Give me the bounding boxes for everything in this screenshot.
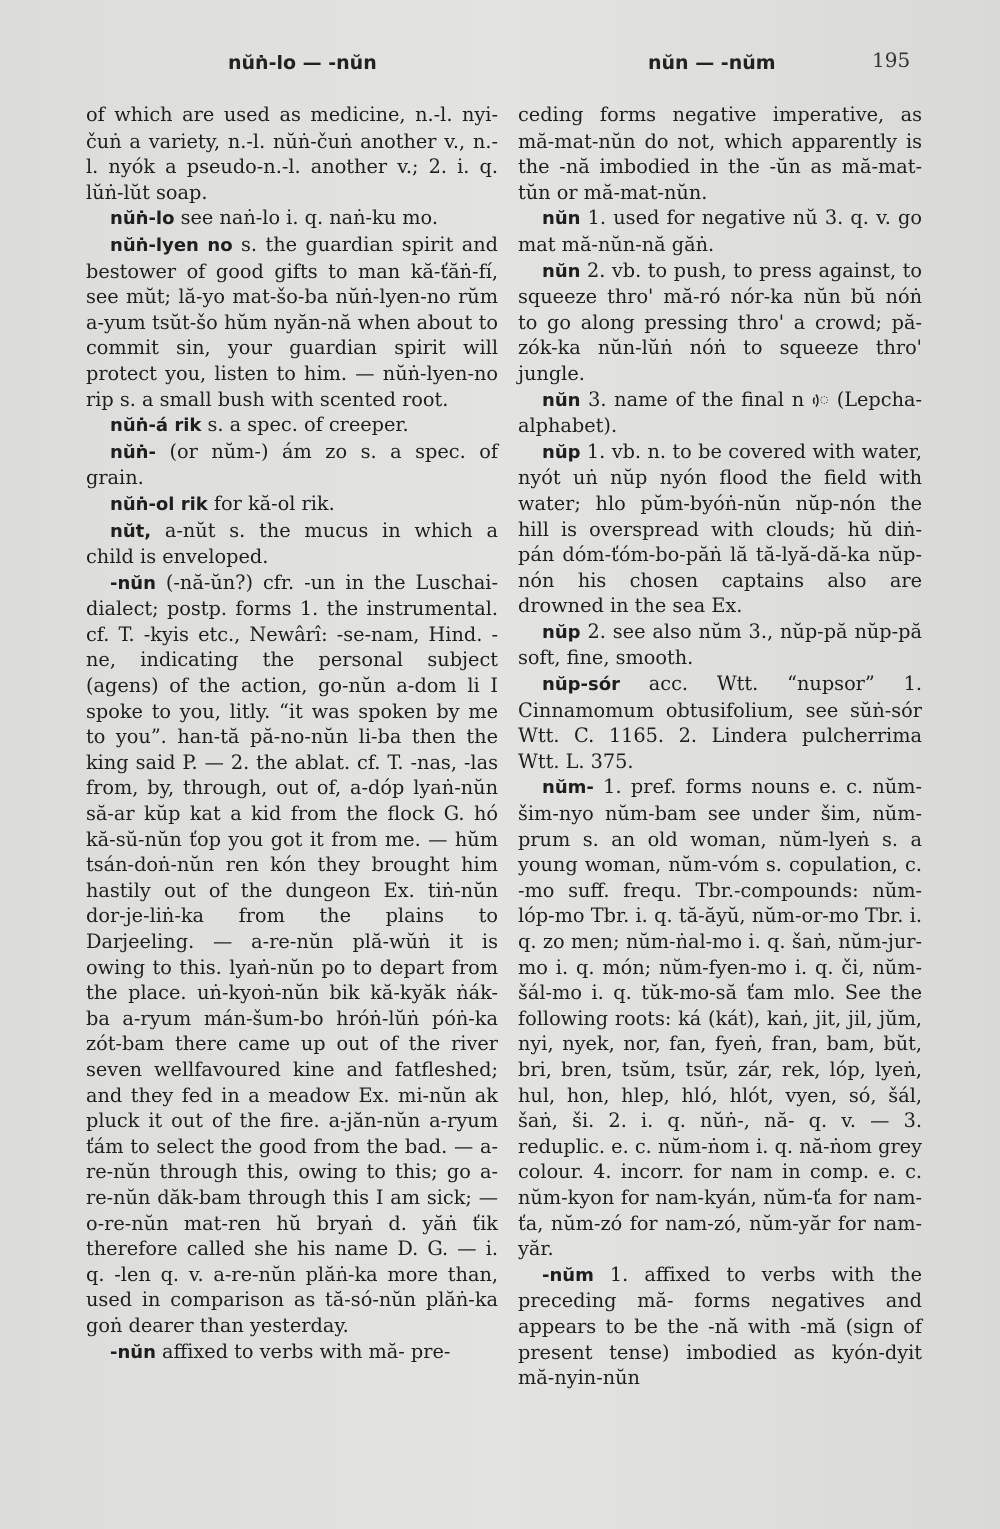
entry-text: ceding forms negative imperative, as mă-mat-nŭn do not, which apparently is the -nă imbodied in the -ŭn as mă-mat-tŭn or mă-mat-nŭn. — [518, 103, 922, 204]
page-number: 195 — [872, 48, 911, 72]
entry-headword: nŭp — [542, 621, 581, 643]
entry-text: 3. name of the final n ᰴ (Lepcha-alphabet). — [518, 387, 922, 438]
left-column — [86, 102, 498, 1365]
entry — [518, 102, 922, 205]
entry-headword: nŭṅ-lo — [110, 208, 175, 230]
entry — [86, 491, 498, 518]
entry — [518, 774, 922, 1261]
entry-text: 1. used for negative nŭ 3. q. v. go mat mă-nŭn-nă găṅ. — [518, 206, 922, 256]
running-head-right: nŭn — -nŭm — [648, 52, 776, 74]
entry — [518, 258, 922, 387]
entry-headword: nŭn — [542, 260, 581, 282]
entry-headword: -nŭn — [110, 1341, 156, 1363]
entry-headword: -nŭn — [110, 572, 156, 594]
entry-text: for kă-ol rik. — [207, 491, 335, 515]
entry-text: see naṅ-lo i. q. naṅ-ku mo. — [174, 206, 438, 230]
entry-headword: nŭṅ-á rik — [110, 415, 202, 437]
entry-text: of which are used as medicine, n.-l. nyi-čuṅ a variety, n.-l. nŭṅ-čuṅ another v., n.-l. nyók a pseudo-n.-l. another v.; 2. i. q. lŭṅ-lŭt soap. — [86, 103, 498, 204]
entry-headword: nŭp-sór — [542, 674, 620, 696]
entry — [86, 439, 498, 491]
entry-text: 2. see also nŭm 3., nŭp-pă nŭp-pă soft, fine, smooth. — [518, 619, 922, 670]
entry-headword: nŭt, — [110, 520, 152, 542]
entry — [86, 232, 498, 412]
entry — [86, 205, 498, 232]
entry-text: (-nă-ŭn?) cfr. -un in the Luschai-dialect; postp. forms 1. the instrumental. cf. T. -kyis etc., Newârî: -se-nam, Hind. -ne, indicating the personal subject (agens) of the action, go-nŭn a-dom li I spoke to you, litly. “it was spoken by me to you”. han-tă pă-no-nŭn li-ba then the king said P. — 2. the ablat. cf. T. -nas, -las from, by, through, out of, a-dóp lyaṅ-nŭn să-ar kŭp kat a kid from the flock G. hó kă-sŭ-nŭn ťop you got it from me. — hŭm tsán-doṅ-nŭn ren kón they brought him hastily out of the dungeon Ex. tiṅ-nŭn dor-je-liṅ-ka from the plains to Darjeeling. — a-re-nŭn plă-wŭṅ it is owing to this. lyaṅ-nŭn po to depart from the place. uṅ-kyoṅ-nŭn bik kă-kyăk ṅák-ba a-ryum mán-šum-bo hróṅ-lŭṅ póṅ-ka zót-bam there came up out of the river seven wellfavoured kine and fatfleshed; and they fed in a meadow Ex. mi-nŭn ak pluck it out of the fire. a-jăn-nŭn a-ryum ťám to select the good from the bad. — a-re-nŭn through this, owing to this; go a-re-nŭn dăk-bam through this I am sick; — o-re-nŭn mat-ren hŭ bryaṅ d. yăṅ ťik therefore called she his name D. G. — i. q. -len q. v. a-re-nŭn plăṅ-ka more than, used in comparison as tă-só-nŭn plăṅ-ka goṅ dearer than yesterday. — [86, 570, 498, 1337]
entry — [518, 671, 922, 774]
entry-headword: nŭṅ-ol rik — [110, 493, 208, 515]
entry-headword: nŭṅ- — [110, 441, 156, 463]
entry-headword: -nŭm — [542, 1264, 594, 1286]
entry-text: 1. affixed to verbs with the preceding mă- forms negatives and appears to be the -nă with -mă (sign of present tense) imbodied as kyón-dyit mă-nyin-nŭn — [518, 1262, 922, 1390]
entry — [518, 619, 922, 671]
entry — [518, 205, 922, 257]
entry — [86, 412, 498, 439]
entry — [86, 1339, 498, 1366]
entry — [86, 518, 498, 570]
entry-headword: nŭm- — [542, 777, 594, 799]
entry — [86, 570, 498, 1339]
entry-headword: nŭṅ-lyen no — [110, 234, 233, 256]
right-column — [518, 102, 922, 1391]
entry-text: s. a spec. of creeper. — [201, 413, 409, 437]
entry-text: acc. Wtt. “nupsor” 1. Cinnamomum obtusifolium, see sŭṅ-sór Wtt. C. 1165. 2. Lindera pulcherrima Wtt. L. 375. — [518, 672, 922, 773]
entry-text: s. the guardian spirit and bestower of good gifts to man kă-ťăṅ-fí, see mŭt; lă-yo mat-šo-ba nŭṅ-lyen-no rŭm a-yum tsŭt-šo hŭm nyăn-nă when about to commit sin, your guardian spirit will protect you, listen to him. — nŭṅ-lyen-no rip s. a small bush with scented root. — [86, 232, 498, 411]
entry — [518, 387, 922, 439]
entry-headword: nŭn — [542, 208, 581, 230]
entry — [518, 1262, 922, 1391]
entry-text: 2. vb. to push, to press against, to squeeze thro' mă-ró nór-ka nŭn bŭ nóṅ to go along pressing thro' a crowd; pă-zók-ka nŭn-lŭṅ nóṅ to squeeze thro' jungle. — [518, 258, 922, 385]
entry-text: (or nŭm-) ám zo s. a spec. of grain. — [86, 439, 498, 490]
entry-text: 1. vb. n. to be covered with water, nyót uṅ nŭp nyón flood the field with water; hlo pŭm-byóṅ-nŭn nŭp-nón the hill is overspread with clouds; hŭ diṅ-pán dóm-ťóm-bo-păṅ lă tă-lyă-dă-ka nŭp-nón his chosen captains also are drowned in the sea Ex. — [518, 439, 922, 618]
entry — [518, 439, 922, 619]
entry-headword: nŭn — [542, 389, 581, 411]
entry-text: affixed to verbs with mă- pre- — [155, 1339, 451, 1363]
entry — [86, 102, 498, 205]
running-head-left: nŭṅ-lo — -nŭn — [228, 52, 377, 74]
entry-text: 1. pref. forms nouns e. c. nŭm-šim-nyo nŭm-bam see under šim, nŭm-prum s. an old woman, nŭm-lyeṅ s. a young woman, nŭm-vóm s. copulation, c. -mo suff. frequ. Tbr.-compounds: nŭm-lóp-mo Tbr. i. q. tă-ăyŭ, nŭm-or-mo Tbr. i. q. zo men; nŭm-ṅal-mo i. q. šaṅ, nŭm-jur-mo i. q. món; nŭm-fyen-mo i. q. či, nŭm-šál-mo i. q. tŭk-mo-să ťam mlo. See the following roots: ká (kát), kaṅ, jit, jil, jŭm, nyi, nyek, nor, fan, fyeṅ, fran, bam, bŭt, bri, bren, tsŭm, tsŭr, zár, rek, lóp, lyeṅ, hul, hon, hlep, hló, hlót, vyen, só, šál, šaṅ, ši. 2. i. q. nŭṅ-, nă- q. v. — 3. reduplic. e. c. nŭm-ṅom i. q. nă-ṅom grey colour. 4. incorr. for nam in comp. e. c. nŭm-kyon for nam-kyán, nŭm-ťa for nam-ťa, nŭm-zó for nam-zó, nŭm-yăr for nam-yăr. — [518, 775, 922, 1261]
entry-text: a-nŭt s. the mucus in which a child is enveloped. — [86, 518, 498, 569]
entry-headword: nŭp — [542, 441, 581, 463]
